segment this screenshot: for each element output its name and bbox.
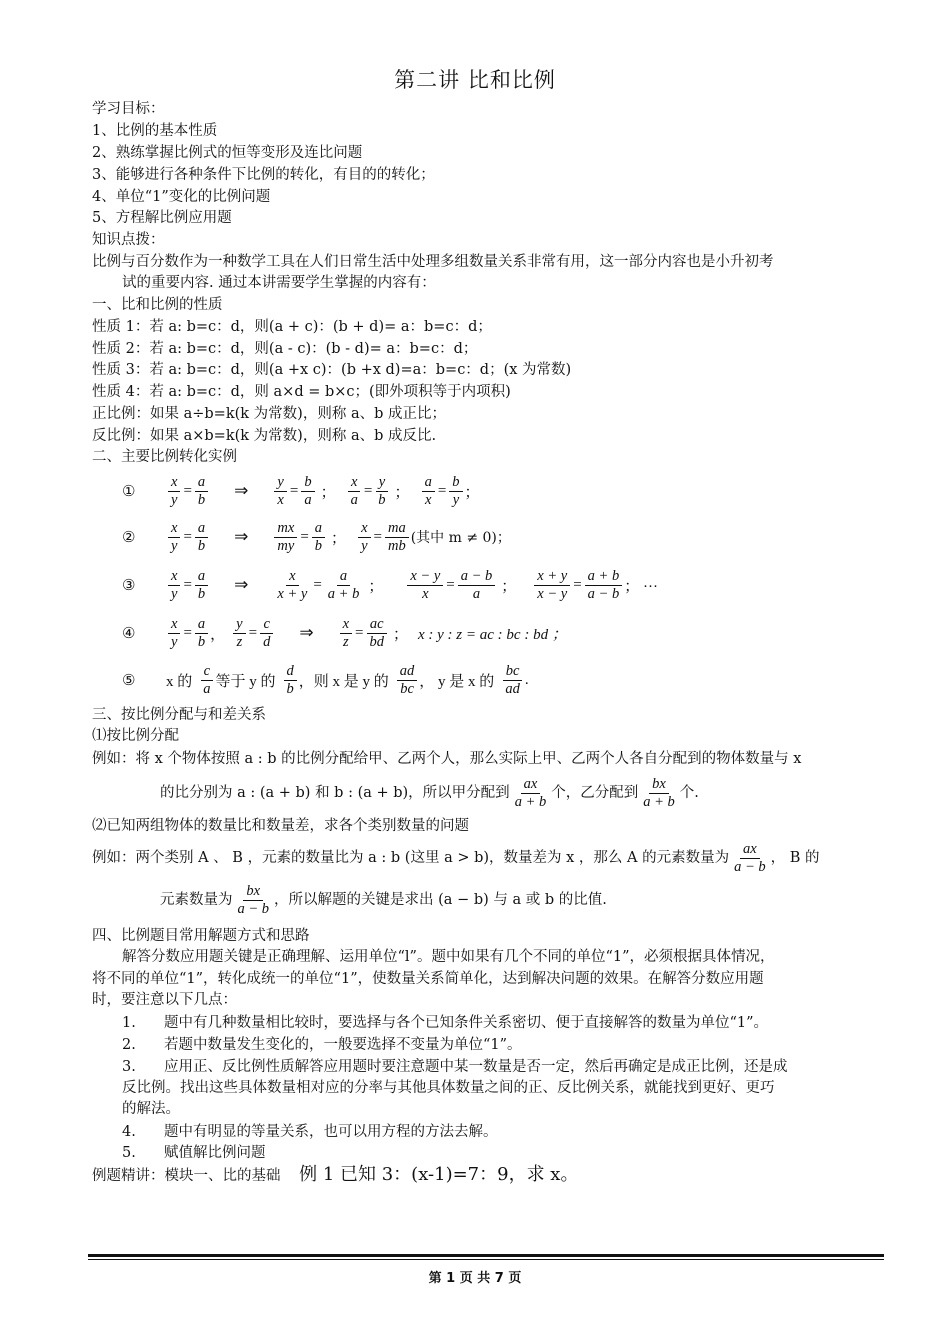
item-number: ③ xyxy=(122,577,136,594)
conversion-row-1: ① $\frac{x}{y}$ = $\frac{a}{b}$ ⇒ $\frac{y}{x}$ = $\frac{b}{a}$ ； $\frac{x}{a}$ = $\frac{y}{b}$ ； $\frac{a}{x}$ = $\frac{b}{y}$ ； xyxy=(122,473,480,508)
tip-item: 5. 赋值解比例问题 xyxy=(122,1145,266,1161)
condition-note: (其中 m ≠ 0)； xyxy=(410,530,511,546)
paragraph-line: 解答分数应用题关键是正确理解、运用单位“l”。题中如果有几个不同的单位“1”，必须根据具体情况， xyxy=(122,949,775,965)
implies-icon: ⇒ xyxy=(234,575,249,594)
examples-label: 例题精讲：模块一、比的基础 例 1 已知 3：(x-1)=7：9，求 x。 xyxy=(92,1164,579,1185)
tip-item: 4. 题中有明显的等量关系，也可以用方程的方法去解。 xyxy=(122,1124,498,1140)
tip-item: 1. 题中有几种数量相比较时，要选择与各个已知条件关系密切、便于直接解答的数量为单位“1”。 xyxy=(122,1015,769,1031)
goal-item: 2、熟练掌握比例式的恒等变形及连比问题 xyxy=(92,145,363,161)
conversion-row-4: ④ $\frac{x}{y}$ = $\frac{a}{b}$ ， $\frac{y}{z}$ = $\frac{c}{d}$ ⇒ $\frac{x}{z}$ = $\frac{ac}{bd}$ ； x : y : z = ac : bc : bd ； xyxy=(122,615,567,650)
subsection-heading: ⑴按比例分配 xyxy=(92,728,179,744)
text-fragment: 的比分别为 a : (a + b) 和 b : (a + b)，所以甲分配到 xyxy=(160,785,510,801)
conversion-row-3: ③ $\frac{x}{y}$ = $\frac{a}{b}$ ⇒ $\frac{x}{x + y}$ = $\frac{a}{a + b}$ ； $\frac{x - y}{x}$ = $\frac{a - b}{a}$ ； $\frac{x + y}{x - y}$ = $\frac{a + b}{a - b}$ ； ··· xyxy=(122,567,658,602)
goal-item: 1、比例的基本性质 xyxy=(92,123,218,139)
text-fragment: 等于 y 的 xyxy=(215,673,276,690)
continuation-ellipsis: ； ··· xyxy=(624,578,658,595)
section-heading: 一、比和比例的性质 xyxy=(92,297,223,313)
intro-text: 试的重要内容. 通过本讲需要学生掌握的内容有： xyxy=(122,275,436,291)
continued-ratio: x : y : z = ac : bc : bd ； xyxy=(418,626,567,643)
item-number: ⑤ xyxy=(122,672,136,689)
text-fragment: ，则 x 是 y 的 xyxy=(298,673,389,690)
page-title: 第二讲 比和比例 xyxy=(394,68,556,92)
footer-divider xyxy=(88,1254,884,1257)
example-text-line: 的比分别为 a : (a + b) 和 b : (a + b)，所以甲分配到 $\frac{ax}{a + b}$ 个，乙分配到 $\frac{bx}{a + b}$ 个. xyxy=(160,775,699,810)
goal-item: 3、能够进行各种条件下比例的转化，有目的的转化； xyxy=(92,167,435,183)
section-heading: 二、主要比例转化实例 xyxy=(92,449,237,465)
text-fragment: ， y 是 x 的 xyxy=(419,673,495,690)
goal-item: 5、方程解比例应用题 xyxy=(92,210,232,226)
tip-item: 2. 若题中数量发生变化的，一般要选择不变量为单位“1”。 xyxy=(122,1037,522,1053)
knowledge-heading: 知识点拨： xyxy=(92,232,165,248)
page-number: 第 1 页 共 7 页 xyxy=(428,1271,522,1286)
example-1: 例 1 已知 3：(x-1)=7：9，求 x。 xyxy=(299,1164,579,1185)
footer-divider xyxy=(88,1259,884,1260)
property-1: 性质 1：若 a: b=c：d，则(a + c)：(b + d)= a：b=c：d； xyxy=(92,319,492,335)
implies-icon: ⇒ xyxy=(234,527,249,546)
inverse-proportion: 反比例：如果 a×b=k(k 为常数)，则称 a、b 成反比. xyxy=(92,428,437,444)
item-number: ④ xyxy=(122,625,136,642)
text-fragment: 个，乙分配到 xyxy=(551,785,639,801)
implies-icon: ⇒ xyxy=(299,623,314,642)
implies-icon: ⇒ xyxy=(234,481,249,500)
property-4: 性质 4：若 a: b=c：d，则 a×d = b×c；(即外项积等于内项积) xyxy=(92,384,511,400)
paragraph-line: 时，要注意以下几点： xyxy=(92,992,237,1008)
tip-item: 3. 应用正、反比例性质解答应用题时要注意题中某一数量是否一定，然后再确定是成正比例，还是成 xyxy=(122,1059,788,1075)
goals-heading: 学习目标： xyxy=(92,101,165,117)
item-number: ① xyxy=(122,483,136,500)
text-fragment: ，所以解题的关键是求出 (a − b) 与 a 或 b 的比值. xyxy=(274,892,607,908)
conversion-row-5: ⑤ x 的 $\frac{c}{a}$ 等于 y 的 $\frac{d}{b}$ ，则 x 是 y 的 $\frac{ad}{bc}$ ， y 是 x 的 $\frac{bc}{ad}$ . xyxy=(122,662,529,697)
goal-item: 4、单位“1”变化的比例问题 xyxy=(92,189,271,205)
text-fragment: 例如：两个类别 A 、 B ，元素的数量比为 a : b (这里 a > b)，数量差为 x ，那么 A 的元素数量为 xyxy=(92,850,730,866)
subsection-heading: ⑵已知两组物体的数量比和数量差，求各个类别数量的问题 xyxy=(92,818,469,834)
paragraph-line: 将不同的单位“1”，转化成统一的单位“1”，使数量关系简单化，达到解决问题的效果。在解答分数应用题 xyxy=(92,971,764,987)
property-2: 性质 2：若 a: b=c：d，则(a - c)：(b - d)= a：b=c：d； xyxy=(92,341,478,357)
text-fragment: 元素数量为 xyxy=(160,892,233,908)
text-fragment: ， B 的 xyxy=(770,850,820,866)
example-text-line: 元素数量为 $\frac{bx}{a - b}$ ，所以解题的关键是求出 (a − b) 与 a 或 b 的比值. xyxy=(160,882,607,917)
section-heading: 四、比例题目常用解题方式和思路 xyxy=(92,928,310,944)
tip-item-continued: 的解法。 xyxy=(122,1101,180,1117)
conversion-row-2: ② $\frac{x}{y}$ = $\frac{a}{b}$ ⇒ $\frac{mx}{my}$ = $\frac{a}{b}$ ； $\frac{x}{y}$ = $\frac{ma}{mb}$ (其中 m ≠ 0)； xyxy=(122,519,511,554)
example-text-line: 例如：两个类别 A 、 B ，元素的数量比为 a : b (这里 a > b)，数量差为 x ，那么 A 的元素数量为 $\frac{ax}{a - b}$ ， B 的 xyxy=(92,840,820,875)
tip-item-continued: 反比例。找出这些具体数量相对应的分率与其他具体数量之间的正、反比例关系，就能找到更好、更巧 xyxy=(122,1080,775,1096)
text-fragment: 个. xyxy=(679,785,699,801)
section-heading: 三、按比例分配与和差关系 xyxy=(92,707,266,723)
property-3: 性质 3：若 a: b=c：d，则(a +x c)：(b +x d)=a：b=c：d；(x 为常数) xyxy=(92,362,572,378)
intro-text: 比例与百分数作为一种数学工具在人们日常生活中处理多组数量关系非常有用，这一部分内容也是小升初考 xyxy=(92,254,774,270)
direct-proportion: 正比例：如果 a÷b=k(k 为常数)，则称 a、b 成正比； xyxy=(92,406,446,422)
text-fragment: x 的 xyxy=(166,673,193,690)
example-text: 例如：将 x 个物体按照 a : b 的比例分配给甲、乙两个人，那么实际上甲、乙两个人各自分配到的物体数量与 x xyxy=(92,751,802,767)
item-number: ② xyxy=(122,529,136,546)
